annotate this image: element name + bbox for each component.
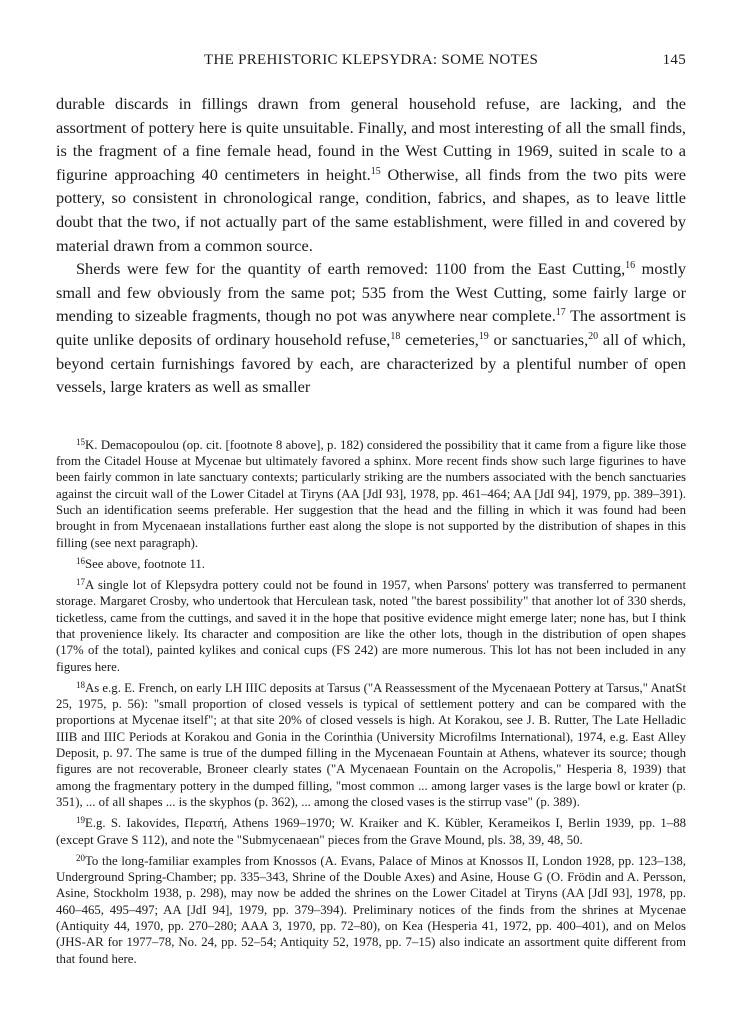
main-text xyxy=(56,92,686,399)
footnote: $^{17}$A single lot of Klepsydra pottery could not be found in 1957, when Parsons' pottery was transferred to permanent storage. Margaret Crosby, who undertook that Herculean task, noted "the barest possibility" that another lot of 330 sherds, ticketless, came from the cuttings, and saved it in the hope that positive evidence might emerge later; none has, but I think that provenience likely. Its character and composition are like the other lots, though in the distribution of open shapes (17% of the total), painted kylikes and conical cups (FS 242) are more numerous. This lot has not been included in any figures here. xyxy=(56,577,686,674)
page-number: 145 xyxy=(662,52,686,68)
footnote-number: 15 xyxy=(76,436,85,447)
page xyxy=(56,52,686,972)
body-paragraph-1: durable discards in fillings drawn from general household refuse, are lacking, and the assortment of pottery here is quite unsuitable. Finally, and most interesting of all the small finds, is the fragment of a fine female head, found in the West Cutting in 1969, suited in scale to a figurine approaching 40 centimeters in height.$^{15}$ Otherwise, all finds from the two pits were pottery, so consistent in chronological range, condition, fabrics, and shapes, as to leave little doubt that the two, if not actually part of the same establishment, were filled in and covered by material drawn from a common source. xyxy=(56,94,687,255)
footnote-ref-17[interactable]: 17 xyxy=(555,307,566,319)
footnote: $^{16}$See above, footnote 11. xyxy=(76,555,205,571)
running-title: THE PREHISTORIC KLEPSYDRA: SOME NOTES xyxy=(204,52,539,68)
footnote-ref-18[interactable]: 18 xyxy=(390,330,401,342)
footnote: $^{19}$E.g. S. Iakovides, Περατή, Athens 1969–1970; W. Kraiker and K. Kübler, Kerameikos I, Berlin 1939, pp. 1–88 (except Grave S 112), and note the "Submycenaean" pieces from the Grave Mound, pls. 38, 39, 48, 50. xyxy=(56,815,686,847)
footnote: $^{18}$As e.g. E. French, on early LH IIIC deposits at Tarsus ("A Reassessment of the Mycenaean Pottery at Tarsus," AnatSt 25, 1975, p. 56): "small proportion of closed vessels is typical of settlement pottery and can be compared with the proportions at Mycenae itself"; at that site 20% of closed vessels is high. At Korakou, see J. B. Rutter, The Late Helladic IIIB and IIIC Periods at Korakou and Gonia in the Corinthia (University Microfilms International), 1974, e.g. East Alley Deposit, p. 97. The same is true of the dumped filling in the Mycenaean Fountain at Athens, whatever its source; though figures are not recoverable, Broneer clearly states ("A Mycenaean Fountain on the Acropolis," Hesperia 8, 1939) that among the fragmentary pottery in the dumped filling, "most common ... among larger vases is the large bowl or krater (p. 351), ... of all shapes ... is the skyphos (p. 362), ... among the closed vases is the stirrup vase" (p. 389). xyxy=(56,679,686,809)
footnote-number: 17 xyxy=(76,577,85,588)
body-paragraph-2: Sherds were few for the quantity of earth removed: 1100 from the East Cutting,$^{16}$ mostly small and few obviously from the same pot; 535 from the West Cutting, some fairly large or mending to sizeable fragments, though no pot was anywhere near complete.$^{17}$ The assortment is quite unlike deposits of ordinary household refuse,$^{18}$ cemeteries,$^{19}$ or sanctuaries,$^{20}$ all of which, beyond certain furnishings favored by each, are characterized by a plentiful number of open vessels, large kraters as well as smaller xyxy=(56,259,687,397)
footnotes xyxy=(56,437,686,967)
footnote-number: 16 xyxy=(76,555,85,566)
footnote: $^{20}$To the long-familiar examples from Knossos (A. Evans, Palace of Minos at Knossos II, London 1928, pp. 123–138, Underground Spring-Chamber; pp. 335–343, Shrine of the Double Axes) and Asine, House G (O. Frödin and A. Persson, Asine, Stockholm 1938, p. 298), may now be added the shrines on the Lower Citadel at Tiryns (AA [JdI 93], 1978, pp. 460–465, 495–497; AA [JdI 94], 1979, pp. 379–394). Preliminary notices of the finds from the shrines at Mycenae (Antiquity 44, 1970, pp. 270–280; AAA 3, 1970, pp. 72–80), on Kea (Hesperia 41, 1972, pp. 400–401), and on Melos (JHS-AR for 1977–78, No. 24, pp. 52–54; Antiquity 52, 1978, pp. 7–15) also indicate an assortment quite different from that found here. xyxy=(56,852,686,966)
footnote: $^{15}$K. Demacopoulou (op. cit. [footnote 8 above], p. 182) considered the possibility that it came from a figure like those from the Citadel House at Mycenae but ultimately favored a sphinx. More recent finds show such large figurines to have been fairly common in late sanctuary contexts; particularly striking are the numbers associated with the bench sanctuaries against the circuit wall of the Lower Citadel at Tiryns (AA [JdI 93], 1978, pp. 461–464; AA [JdI 94], 1979, pp. 389–391). Such an identification seems preferable. Her suggestion that the head and the filling in which it was found had been brought in from Mycenaean installations further east along the slope is not supported by the distribution of shapes in this filling (see next paragraph). xyxy=(56,436,686,550)
footnote-ref-20[interactable]: 20 xyxy=(588,330,599,342)
footnote-ref-19[interactable]: 19 xyxy=(478,330,489,342)
footnote-number: 18 xyxy=(76,679,85,690)
footnote-ref-16[interactable]: 16 xyxy=(625,260,636,272)
footnote-number: 20 xyxy=(76,852,85,863)
running-header xyxy=(56,52,686,76)
footnote-ref-15[interactable]: 15 xyxy=(370,165,381,177)
footnote-number: 19 xyxy=(76,815,85,826)
